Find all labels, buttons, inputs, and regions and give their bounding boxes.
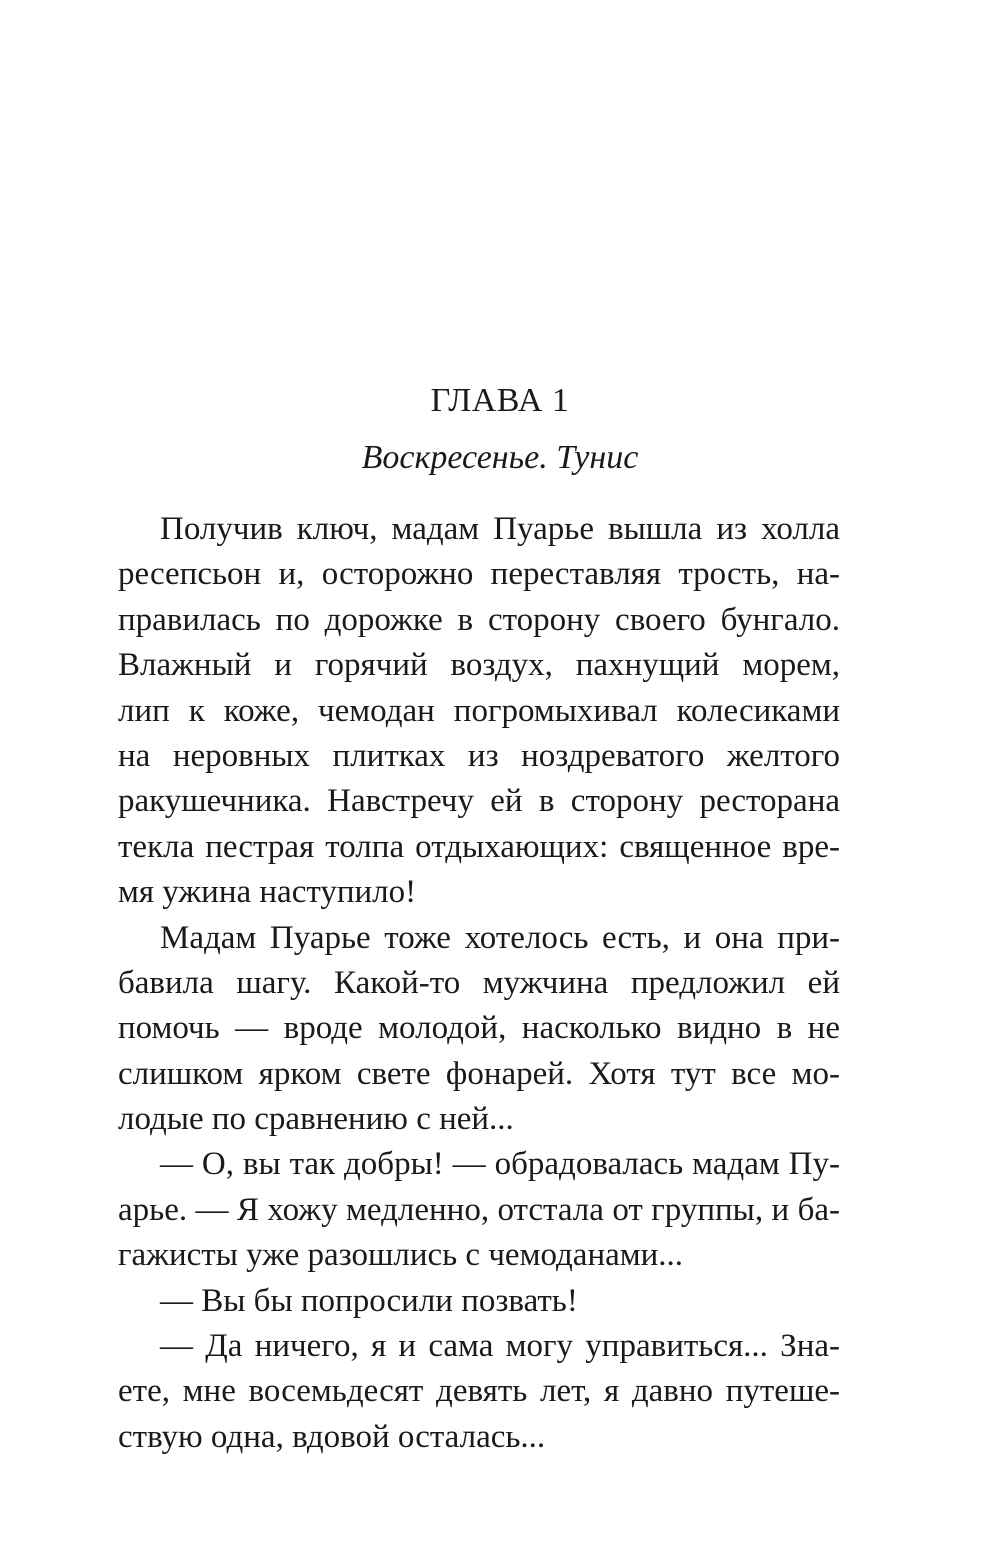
text-line: текла пестрая толпа отдыхающих: священное вре- (118, 828, 840, 865)
text-line: — Да ничего, я и сама могу управиться... Зна- (160, 1328, 840, 1365)
text-line: Влажный и горячий воздух, пахнущий морем, (118, 647, 840, 684)
text-line: — О, вы так добры! — обрадовалась мадам Пу- (160, 1146, 840, 1183)
text-line: слишком ярком свете фонарей. Хотя тут все мо- (118, 1055, 840, 1092)
text-line: Мадам Пуарье тоже хотелось есть, и она при- (160, 919, 840, 956)
text-line: ете, мне восемьдесят девять лет, я давно путеше- (118, 1373, 840, 1410)
text-line: на неровных плитках из ноздреватого желтого (118, 737, 840, 774)
text-line: ресепсьон и, осторожно переставляя трость, на- (118, 556, 840, 593)
chapter-heading: ГЛАВА 1 (430, 382, 570, 419)
text-line: лодые по сравнению с ней... (118, 1101, 514, 1138)
chapter-subtitle: Воскресенье. Тунис (361, 439, 639, 476)
text-line: арье. — Я хожу медленно, отстала от группы, и ба- (118, 1191, 840, 1228)
text-line: правилась по дорожке в сторону своего бунгало. (118, 601, 840, 638)
text-line: мя ужина наступило! (118, 874, 417, 911)
text-line: — Вы бы попросили позвать! (160, 1282, 578, 1319)
text-body (118, 507, 840, 1460)
text-line: ствую одна, вдовой осталась... (118, 1418, 546, 1455)
text-line: помочь — вроде молодой, насколько видно в не (118, 1010, 840, 1047)
text-line: Получив ключ, мадам Пуарье вышла из холла (160, 511, 840, 547)
text-line: лип к коже, чемодан погромыхивал колесиками (118, 692, 840, 729)
text-line: ракушечника. Навстречу ей в сторону ресторана (118, 783, 840, 820)
text-line: бавила шагу. Какой-то мужчина предложил ей (118, 964, 840, 1001)
text-line: гажисты уже разошлись с чемоданами... (118, 1237, 684, 1274)
